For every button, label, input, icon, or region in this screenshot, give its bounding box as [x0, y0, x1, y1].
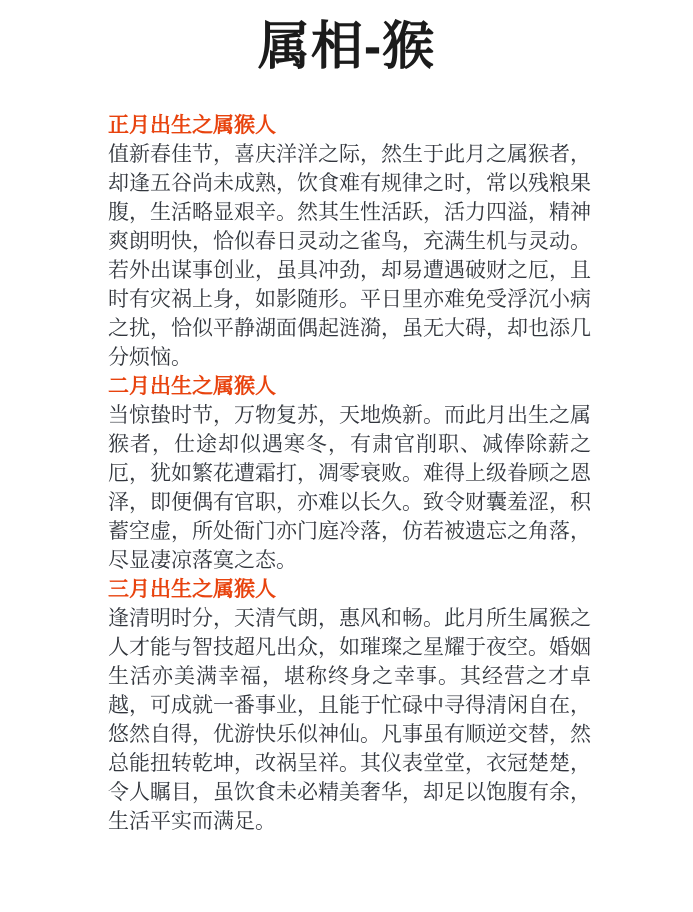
section-month-2: [108, 372, 591, 575]
section-body-month-1: 值新春佳节，喜庆洋洋之际，然生于此月之属猴者，却逢五谷尚未成熟，饮食难有规律之时，常以残粮果腹，生活略显艰辛。然其生性活跃，活力四溢，精神爽朗明快，恰似春日灵动之雀鸟，充满生机与灵动。若外出谋事创业，虽具冲劲，却易遭遇破财之厄，且时有灾祸上身，如影随形。平日里亦难免受浮沉小病之扰，恰似平静湖面偶起涟漪，虽无大碍，却也添几分烦恼。: [108, 143, 591, 369]
section-heading-month-1: 正月出生之属猴人: [108, 114, 276, 137]
section-heading-month-3: 三月出生之属猴人: [108, 578, 276, 601]
page: [0, 16, 693, 912]
section-body-month-2: 当惊蛰时节，万物复苏，天地焕新。而此月出生之属猴者，仕途却似遇寒冬，有肃官削职、减俸除薪之厄，犹如繁花遭霜打，凋零衰败。难得上级眷顾之恩泽，即便偶有官职，亦难以长久。致令财囊羞涩，积蓄空虚，所处衙门亦门庭冷落，仿若被遗忘之角落，尽显凄凉落寞之态。: [108, 404, 591, 572]
section-heading-month-2: 二月出生之属猴人: [108, 375, 276, 398]
content: [108, 111, 591, 836]
section-body-month-3: 逢清明时分，天清气朗，惠风和畅。此月所生属猴之人才能与智技超凡出众，如璀璨之星耀于夜空。婚姻生活亦美满幸福，堪称终身之幸事。其经营之才卓越，可成就一番事业，且能于忙碌中寻得清闲自在，悠然自得，优游快乐似神仙。凡事虽有顺逆交替，然总能扭转乾坤，改祸呈祥。其仪表堂堂，衣冠楚楚，令人瞩目，虽饮食未必精美奢华，却足以饱腹有余，生活平实而满足。: [108, 607, 591, 833]
section-month-3: [108, 575, 591, 836]
section-month-1: [108, 111, 591, 372]
page-title: 属相-猴: [257, 18, 436, 76]
